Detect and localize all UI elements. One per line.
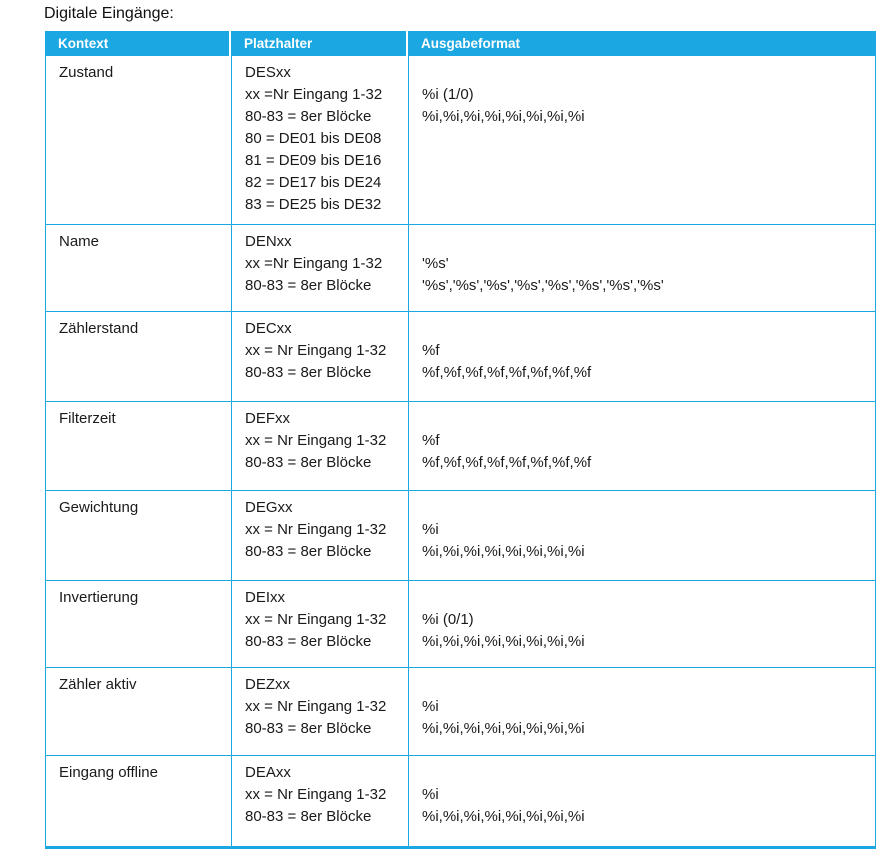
cell-line: xx =Nr Eingang 1-32 [245,86,383,103]
column-header-platzhalter: Platzhalter [231,31,408,56]
table-row [46,225,875,312]
platzhalter-cell [232,56,409,224]
cell-line: 81 = DE09 bis DE16 [245,152,382,169]
cell-line: %i [422,786,439,803]
platzhalter-cell [232,668,409,755]
platzhalter-cell [232,491,409,580]
cell-line: xx = Nr Eingang 1-32 [245,611,387,628]
cell-line: %i,%i,%i,%i,%i,%i,%i,%i [422,108,585,125]
data-table [45,31,876,849]
cell-line: xx =Nr Eingang 1-32 [245,255,383,272]
cell-line: 82 = DE17 bis DE24 [245,174,382,191]
ausgabeformat-cell [409,402,875,490]
cell-line: 80-83 = 8er Blöcke [245,364,372,381]
cell-line: DEIxx [245,589,286,606]
cell-line: DECxx [245,320,292,337]
column-header-kontext: Kontext [45,31,231,56]
kontext-cell [46,491,232,580]
cell-line: '%s','%s','%s','%s','%s','%s','%s','%s' [422,277,664,294]
kontext-cell [46,402,232,490]
table-body [45,56,876,849]
cell-line: '%s' [422,255,449,272]
cell-line: %i,%i,%i,%i,%i,%i,%i,%i [422,633,585,650]
ausgabeformat-cell [409,668,875,755]
platzhalter-cell [232,312,409,401]
table-header-row [45,31,876,56]
cell-line: DEZxx [245,676,290,693]
cell-line: Zähler aktiv [59,676,137,693]
kontext-cell [46,581,232,667]
ausgabeformat-cell [409,56,875,224]
cell-line: Filterzeit [59,410,116,427]
cell-line: xx = Nr Eingang 1-32 [245,698,387,715]
cell-line: Zählerstand [59,320,139,337]
kontext-cell [46,668,232,755]
cell-line: %i (0/1) [422,611,474,628]
cell-line: %i (1/0) [422,86,474,103]
column-header-ausgabeformat: Ausgabeformat [421,36,521,51]
cell-line: 80-83 = 8er Blöcke [245,277,372,294]
cell-line: Gewichtung [59,499,139,516]
cell-line: %f [422,432,440,449]
ausgabeformat-cell [409,581,875,667]
cell-line: %i,%i,%i,%i,%i,%i,%i,%i [422,808,585,825]
platzhalter-cell [232,581,409,667]
cell-line: %f,%f,%f,%f,%f,%f,%f,%f [422,364,592,381]
cell-line: 80-83 = 8er Blöcke [245,633,372,650]
cell-line: Name [59,233,100,250]
table-row [46,756,875,846]
cell-line: DEGxx [245,499,293,516]
platzhalter-cell [232,756,409,846]
cell-line: Eingang offline [59,764,158,781]
cell-line: %i [422,698,439,715]
cell-line: 80 = DE01 bis DE08 [245,130,382,147]
kontext-cell [46,756,232,846]
cell-line: %i,%i,%i,%i,%i,%i,%i,%i [422,720,585,737]
cell-line: 80-83 = 8er Blöcke [245,454,372,471]
table-row [46,581,875,668]
table-row [46,491,875,581]
cell-line: Invertierung [59,589,139,606]
cell-line: 80-83 = 8er Blöcke [245,808,372,825]
cell-line: %i [422,521,439,538]
cell-line: xx = Nr Eingang 1-32 [245,432,387,449]
cell-line: 80-83 = 8er Blöcke [245,543,372,560]
cell-line: %f [422,342,440,359]
ausgabeformat-cell [409,312,875,401]
cell-line: %i,%i,%i,%i,%i,%i,%i,%i [422,543,585,560]
cell-line: 83 = DE25 bis DE32 [245,196,382,213]
table-row [46,402,875,491]
cell-line: DENxx [245,233,292,250]
cell-line: xx = Nr Eingang 1-32 [245,786,387,803]
platzhalter-cell [232,225,409,311]
cell-line: DEFxx [245,410,290,427]
cell-line: DESxx [245,64,291,81]
kontext-cell [46,56,232,224]
cell-line: 80-83 = 8er Blöcke [245,720,372,737]
table-row [46,668,875,756]
cell-line: DEAxx [245,764,291,781]
cell-line: xx = Nr Eingang 1-32 [245,342,387,359]
cell-line: Zustand [59,64,114,81]
table-row [46,312,875,402]
kontext-cell [46,225,232,311]
ausgabeformat-cell [409,491,875,580]
cell-line: %f,%f,%f,%f,%f,%f,%f,%f [422,454,592,471]
kontext-cell [46,312,232,401]
cell-line: xx = Nr Eingang 1-32 [245,521,387,538]
ausgabeformat-cell [409,225,875,311]
cell-line: 80-83 = 8er Blöcke [245,108,372,125]
table-row [46,56,875,225]
ausgabeformat-cell [409,756,875,846]
platzhalter-cell [232,402,409,490]
page-title: Digitale Eingänge: [44,5,174,22]
